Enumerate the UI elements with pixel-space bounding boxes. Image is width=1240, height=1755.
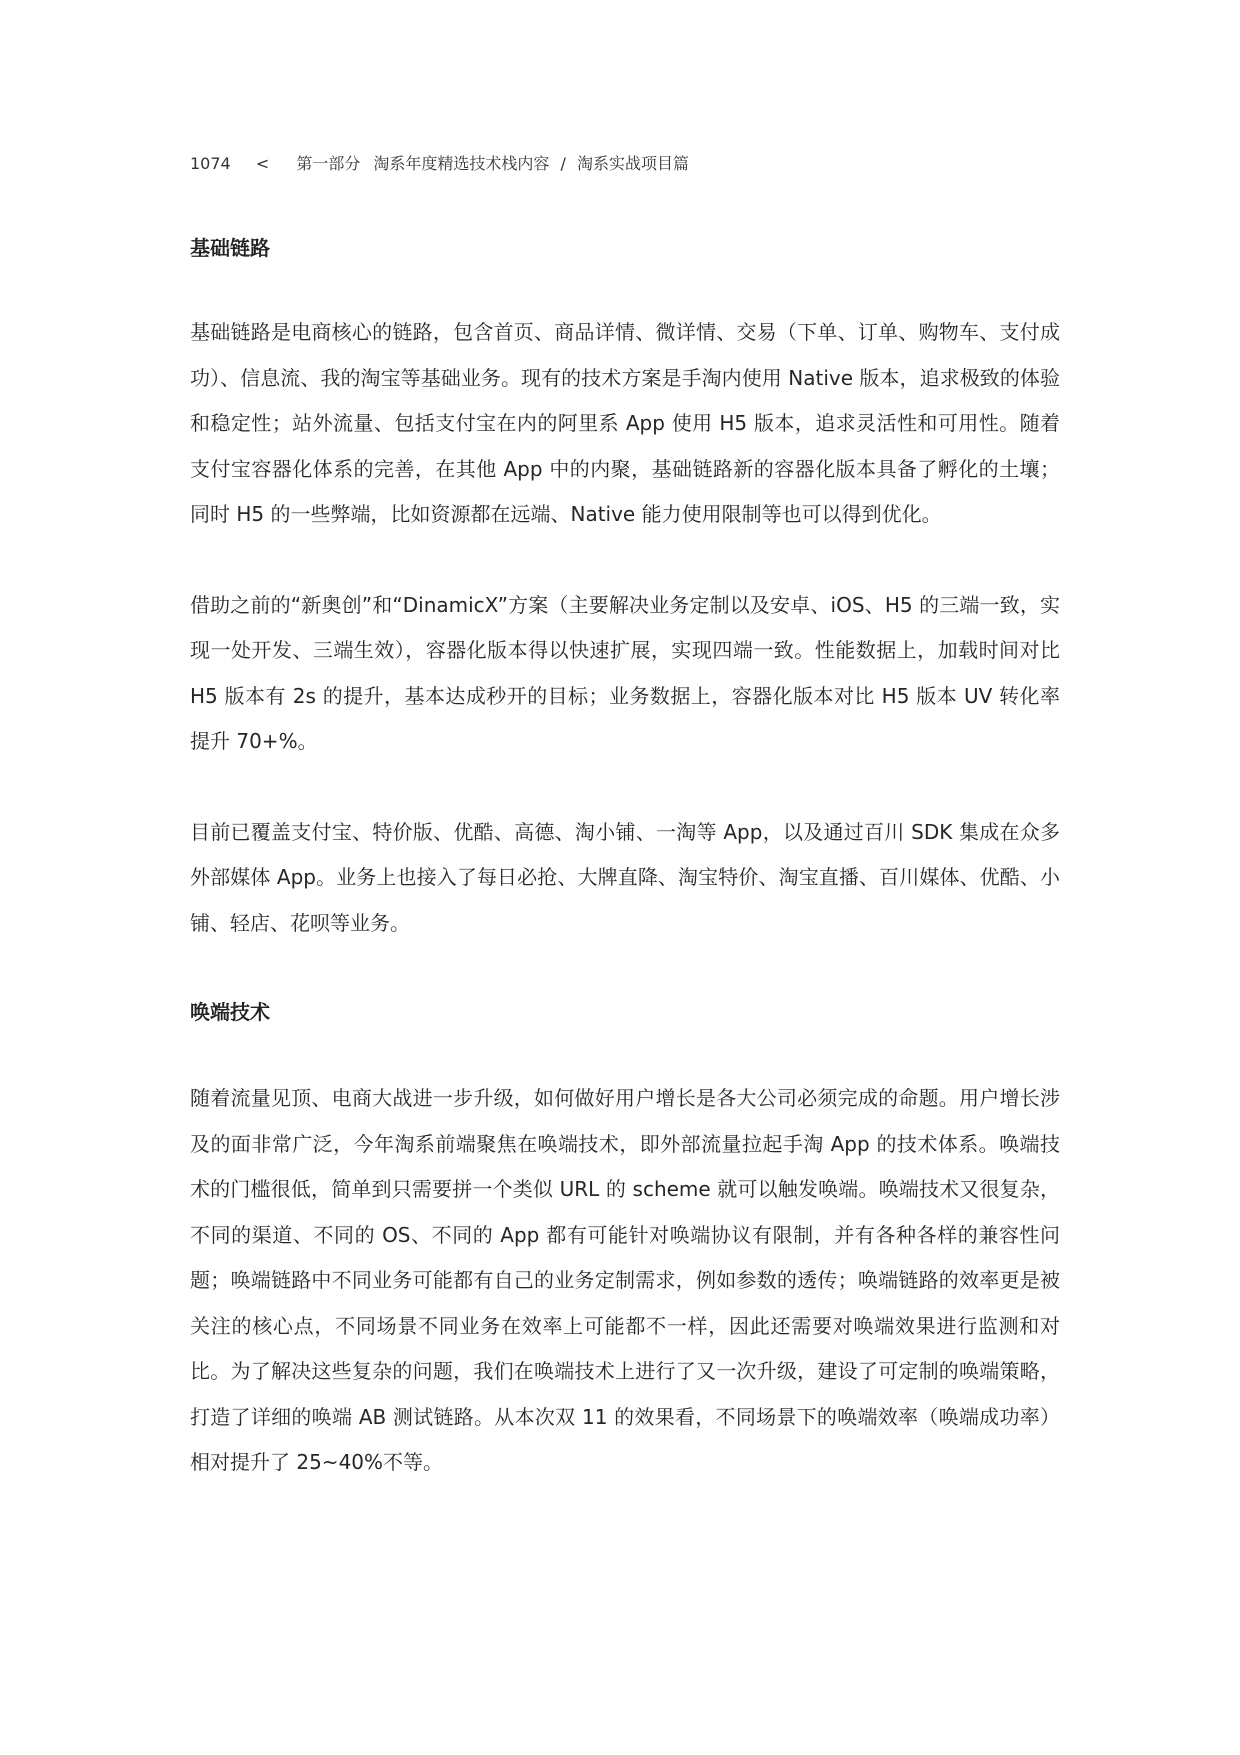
chevron-left-icon: <	[255, 154, 270, 173]
running-header	[190, 152, 689, 176]
section-heading-app-launch: 唤端技术	[190, 1000, 270, 1024]
page-content	[190, 232, 1060, 1486]
paragraph-basic-link-intro: 基础链路是电商核心的链路，包含首页、商品详情、微详情、交易（下单、订单、购物车、支付成功）、信息流、我的淘宝等基础业务。现有的技术方案是手淘内使用 Native 版本，追求极致的体验和稳定性；站外流量、包括支付宝在内的阿里系 App 使用 H5 版本，追求灵活性和可用性。随着支付宝容器化体系的完善，在其他 App 中的内聚，基础链路新的容器化版本具备了孵化的土壤；同时 H5 的一些弊端，比如资源都在远端、Native 能力使用限制等也可以得到优化。	[190, 320, 1060, 526]
paragraph-basic-link-coverage: 目前已覆盖支付宝、特价版、优酷、高德、淘小铺、一淘等 App，以及通过百川 SDK 集成在众多外部媒体 App。业务上也接入了每日必抢、大牌直降、淘宝特价、淘宝直播、百川媒体、优酷、小铺、轻店、花呗等业务。	[190, 819, 1060, 935]
section-heading-basic-link: 基础链路	[190, 236, 270, 260]
part-label: 第一部分	[296, 154, 361, 173]
part-title: 淘系年度精选技术栈内容	[373, 154, 550, 173]
header-separator: /	[560, 154, 566, 173]
page-number: 1074	[190, 154, 231, 173]
section-title: 淘系实战项目篇	[577, 154, 690, 173]
paragraph-basic-link-performance: 借助之前的“新奥创”和“DinamicX”方案（主要解决业务定制以及安卓、iOS、H5 的三端一致，实现一处开发、三端生效），容器化版本得以快速扩展，实现四端一致。性能数据上，加载时间对比 H5 版本有 2s 的提升，基本达成秒开的目标；业务数据上，容器化版本对比 H5 版本 UV 转化率提升 70+%。	[190, 592, 1060, 753]
paragraph-app-launch: 随着流量见顶、电商大战进一步升级，如何做好用户增长是各大公司必须完成的命题。用户增长涉及的面非常广泛，今年淘系前端聚焦在唤端技术，即外部流量拉起手淘 App 的技术体系。唤端技术的门槛很低，简单到只需要拼一个类似 URL 的 scheme 就可以触发唤端。唤端技术又很复杂，不同的渠道、不同的 OS、不同的 App 都有可能针对唤端协议有限制，并有各种各样的兼容性问题；唤端链路中不同业务可能都有自己的业务定制需求，例如参数的透传；唤端链路的效率更是被关注的核心点，不同场景不同业务在效率上可能都不一样，因此还需要对唤端效果进行监测和对比。为了解决这些复杂的问题，我们在唤端技术上进行了又一次升级，建设了可定制的唤端策略，打造了详细的唤端 AB 测试链路。从本次双 11 的效果看，不同场景下的唤端效率（唤端成功率）相对提升了 25~40%不等。	[190, 1086, 1060, 1474]
